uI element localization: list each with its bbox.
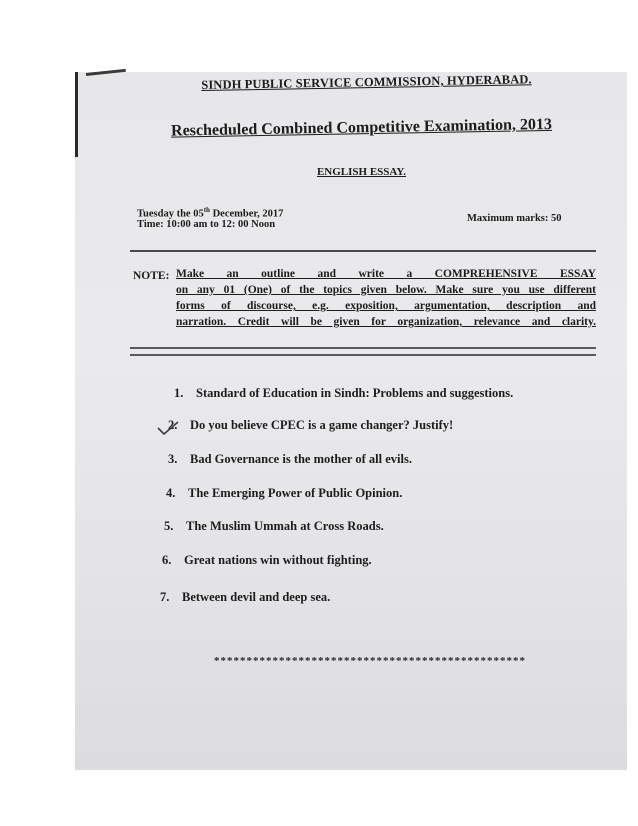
note-line-3: forms of discourse, e.g. exposition, argumentation, description and [176,300,596,312]
topic-number: 2. [168,418,178,432]
topic-item [168,418,453,433]
note-line-4: narration. Credit will be given for organization, relevance and clarity. [176,316,596,328]
exam-date-prefix: Tuesday the 05 [137,208,204,220]
topic-text: The Emerging Power of Public Opinion. [188,486,403,500]
topic-number: 7. [160,590,170,604]
maximum-marks: Maximum marks: 50 [467,213,562,224]
note-label: NOTE: [133,270,170,282]
topic-text: Between devil and deep sea. [182,590,331,604]
topic-item [174,386,513,401]
check-mark-icon [157,421,179,435]
topic-text: The Muslim Ummah at Cross Roads. [186,519,384,533]
exam-date [137,206,283,220]
exam-date-ordinal: th [203,206,210,214]
topic-item [162,553,372,568]
divider-double-upper [130,347,596,349]
topic-text: Do you believe CPEC is a game changer? Justify! [190,418,454,432]
divider-top [130,250,596,252]
subject-title: ENGLISH ESSAY. [316,166,407,178]
note-line-2: on any 01 (One) of the topics given below. Make sure you use different [176,284,596,296]
commission-title: SINDH PUBLIC SERVICE COMMISSION, HYDERABAD. [201,72,532,93]
topic-item [168,452,412,467]
note-line-1: Make an outline and write a COMPREHENSIVE ESSAY [176,268,596,280]
exam-date-suffix: December, 2017 [209,208,284,220]
topic-text: Great nations win without fighting. [184,553,372,567]
topic-number: 6. [162,553,172,567]
topic-number: 3. [168,452,178,466]
topic-number: 4. [166,486,176,500]
topic-item [166,486,402,501]
end-of-paper-stars: ************************************************ [214,655,526,667]
topic-text: Standard of Education in Sindh: Problems and suggestions. [196,386,514,400]
divider-double-lower [130,354,596,356]
exam-time: Time: 10:00 am to 12: 00 Noon [137,219,276,230]
topic-number: 5. [164,519,174,533]
topic-text: Bad Governance is the mother of all evils. [190,452,412,466]
topic-item [164,519,384,534]
topic-item [160,590,330,605]
exam-title: Rescheduled Combined Competitive Examination, 2013 [170,115,553,140]
topic-number: 1. [174,386,184,400]
